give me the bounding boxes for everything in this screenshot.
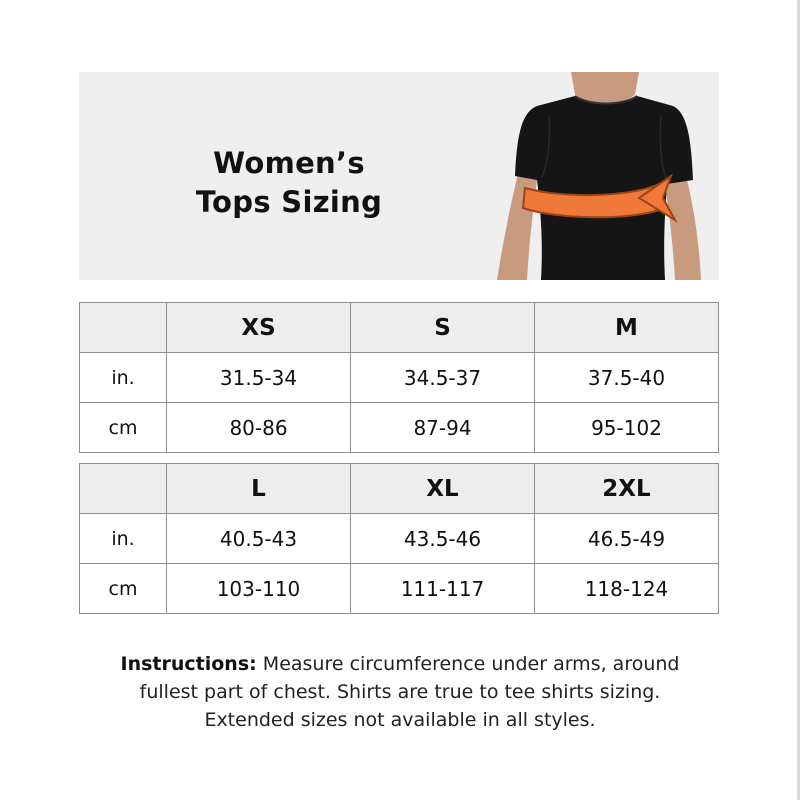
model-right-arm xyxy=(665,172,701,280)
instructions-text xyxy=(70,650,730,734)
size-label: 2XL xyxy=(535,464,719,514)
measurement-cell: 111-117 xyxy=(351,564,535,614)
measurement-cell: 95-102 xyxy=(535,403,719,453)
unit-label: in. xyxy=(80,514,167,564)
corner-cell xyxy=(80,464,167,514)
measurement-cell: 46.5-49 xyxy=(535,514,719,564)
size-label: S xyxy=(351,303,535,353)
header-banner xyxy=(79,72,719,280)
title-line-1: Women’s xyxy=(213,146,365,180)
size-header-row xyxy=(80,464,719,514)
table-row xyxy=(80,514,719,564)
measurement-cell: 118-124 xyxy=(535,564,719,614)
model-figure xyxy=(489,72,719,280)
size-label: M xyxy=(535,303,719,353)
size-header-row xyxy=(80,303,719,353)
measurement-cell: 43.5-46 xyxy=(351,514,535,564)
table-row xyxy=(80,353,719,403)
size-label: XL xyxy=(351,464,535,514)
size-label: XS xyxy=(167,303,351,353)
size-table-1 xyxy=(79,302,719,453)
measurement-cell: 87-94 xyxy=(351,403,535,453)
instructions-line-1 xyxy=(70,650,730,678)
table-row xyxy=(80,564,719,614)
measurement-cell: 80-86 xyxy=(167,403,351,453)
measurement-cell: 31.5-34 xyxy=(167,353,351,403)
unit-label: cm xyxy=(80,564,167,614)
instructions-line-1-text: Measure circumference under arms, around xyxy=(262,653,680,675)
measurement-cell: 40.5-43 xyxy=(167,514,351,564)
instructions-label: Instructions: xyxy=(120,653,257,675)
measurement-cell: 37.5-40 xyxy=(535,353,719,403)
measurement-cell: 103-110 xyxy=(167,564,351,614)
size-table-2 xyxy=(79,463,719,614)
measurement-cell: 34.5-37 xyxy=(351,353,535,403)
instructions-line-3: Extended sizes not available in all styles. xyxy=(204,709,596,731)
unit-label: cm xyxy=(80,403,167,453)
title-line-2: Tops Sizing xyxy=(195,185,383,219)
instructions-line-2: fullest part of chest. Shirts are true to tee shirts sizing. xyxy=(139,681,661,703)
model-left-arm xyxy=(497,170,537,280)
corner-cell xyxy=(80,303,167,353)
page-title xyxy=(189,144,389,222)
size-label: L xyxy=(167,464,351,514)
unit-label: in. xyxy=(80,353,167,403)
table-row xyxy=(80,403,719,453)
